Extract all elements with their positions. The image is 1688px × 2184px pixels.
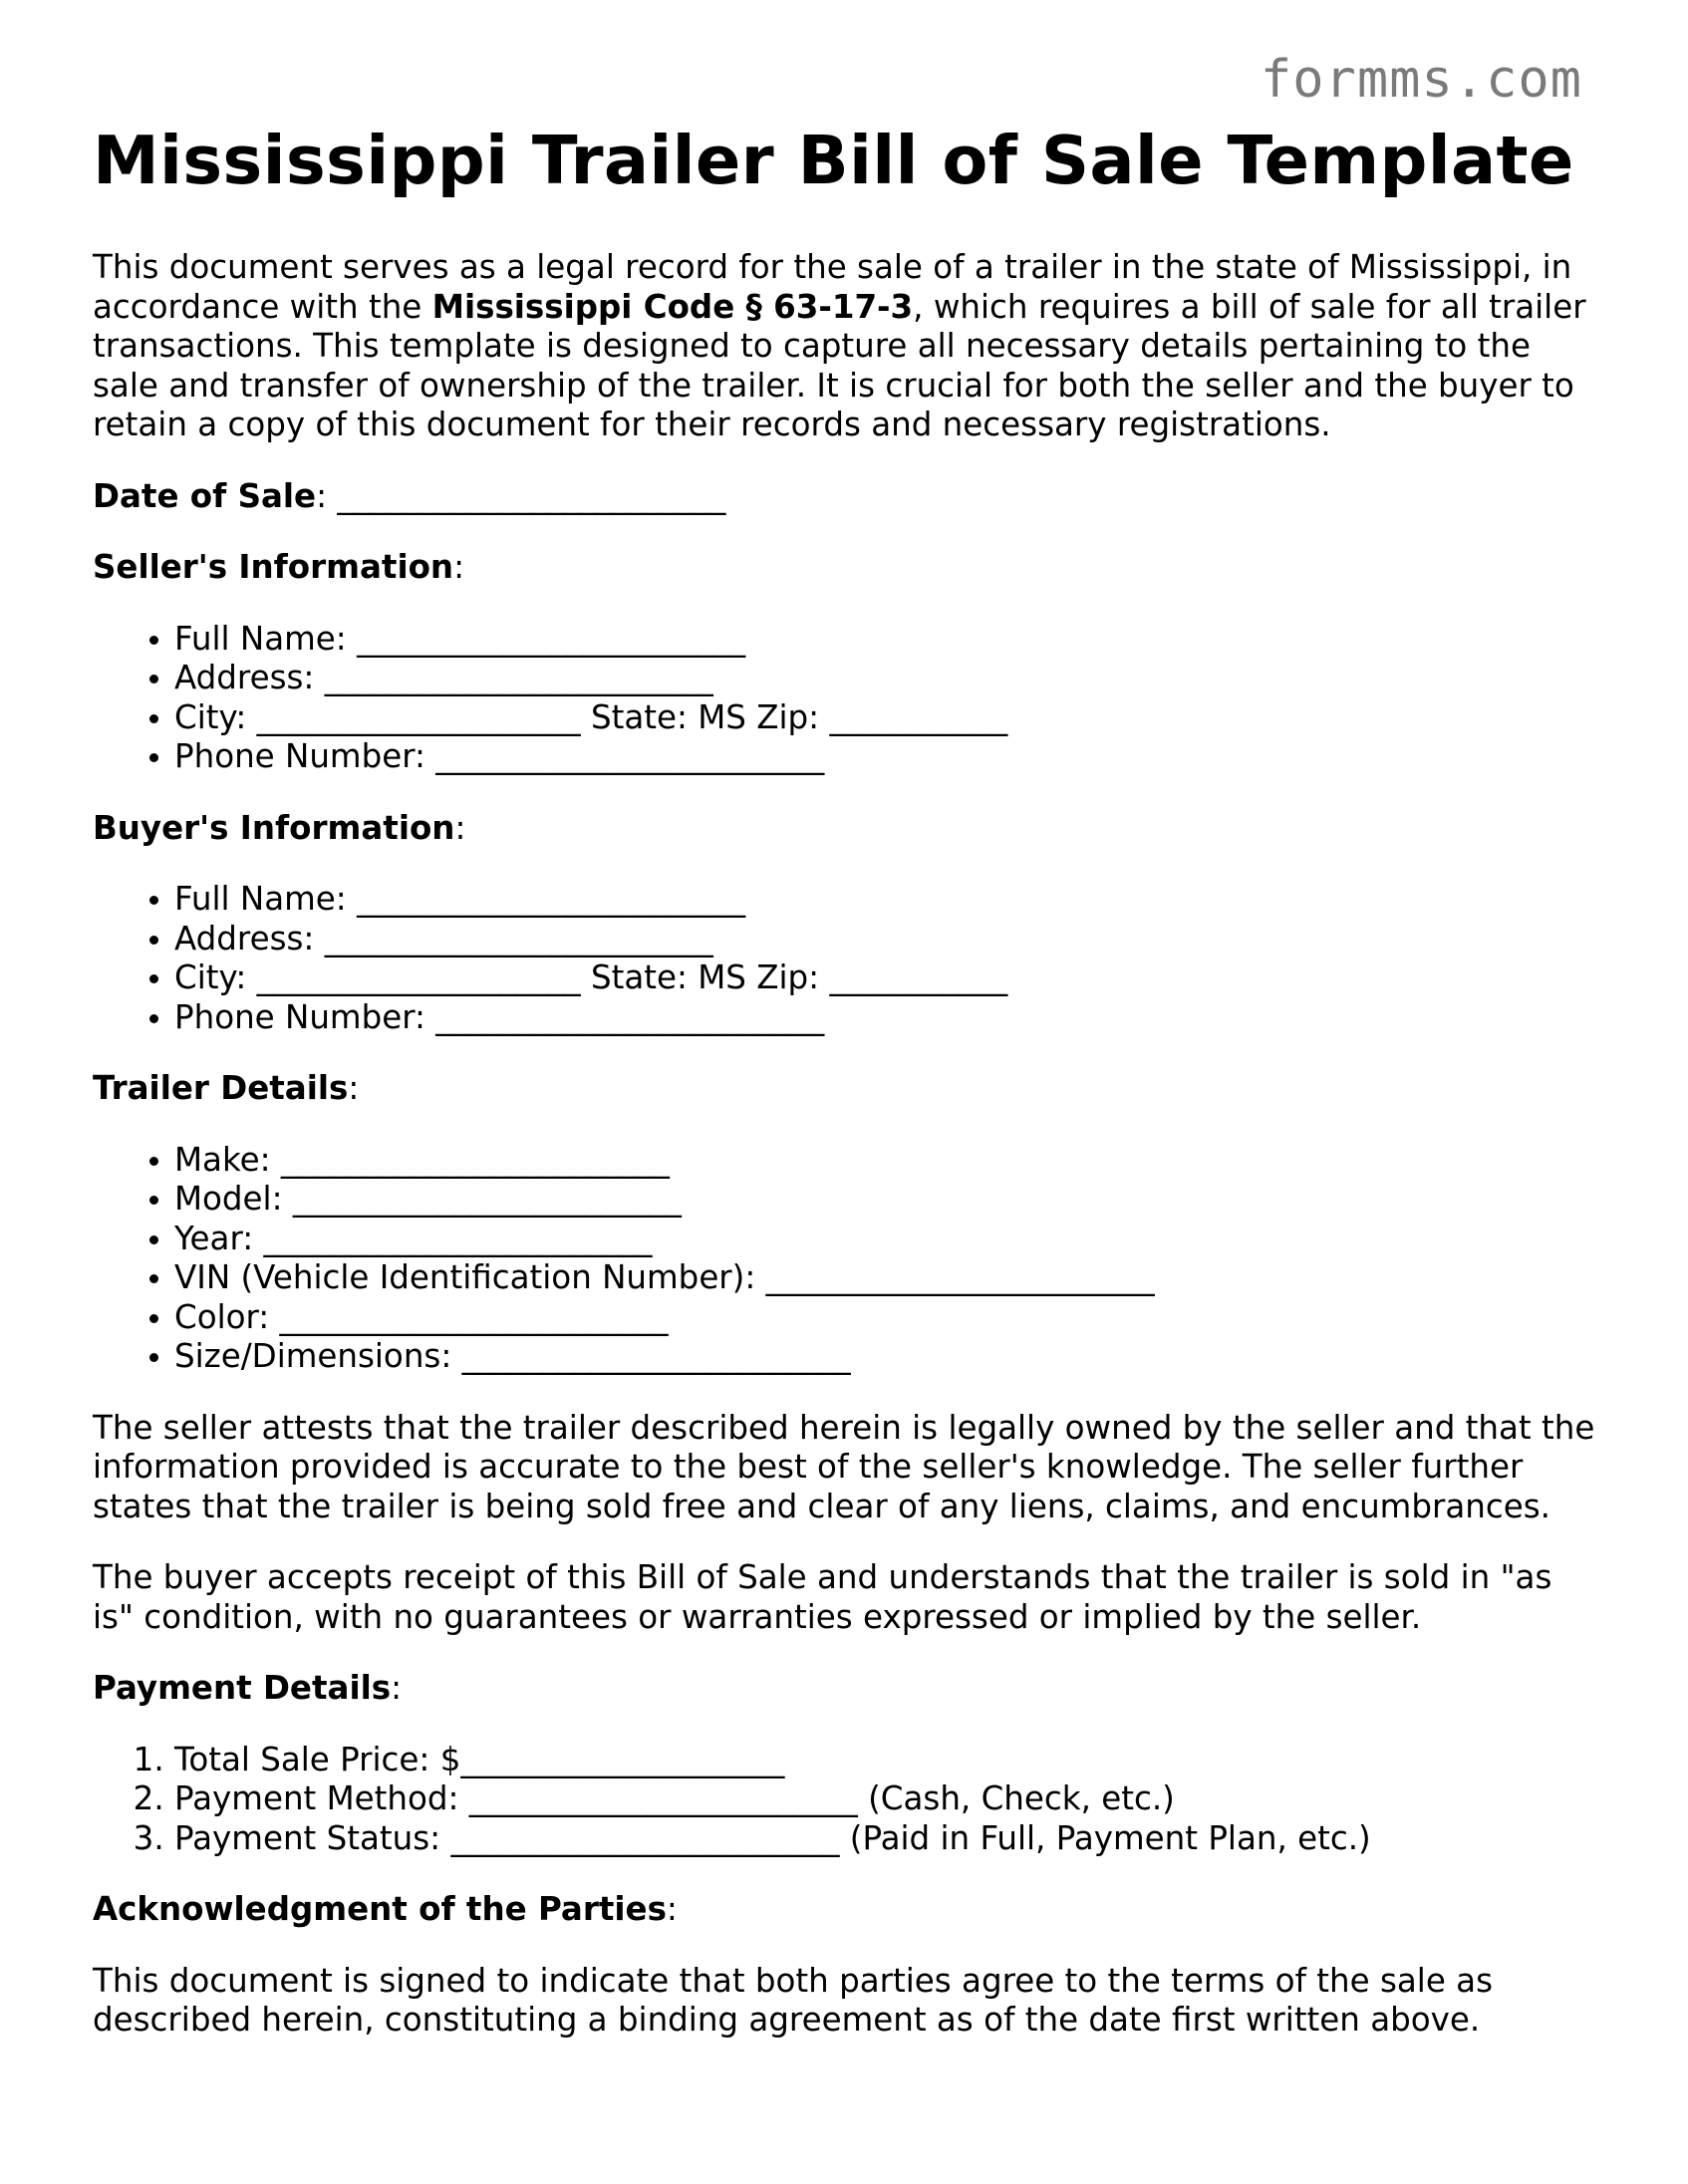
seller-full-name-field[interactable]: • Full Name: ________________________ [174, 620, 1597, 660]
date-of-sale-line [93, 477, 1597, 517]
payment-heading [93, 1669, 1597, 1709]
seller-heading-label: Seller's Information [93, 548, 454, 586]
buyer-acceptance-paragraph: The buyer accepts receipt of this Bill of Sale and understands that the trailer is sold in "as is" condition, with no guarantees or warranties expressed or implied by the seller. [93, 1558, 1552, 1636]
seller-heading-colon: : [453, 548, 465, 586]
buyer-city-state-zip-field[interactable]: • City: ____________________ State: MS Zip: ___________ [174, 958, 1597, 998]
trailer-list [93, 1141, 1597, 1377]
date-of-sale-field[interactable]: : ________________________ [316, 476, 726, 515]
seller-address-field[interactable]: • Address: ________________________ [174, 659, 1597, 698]
payment-status-field[interactable]: 3. Payment Status: ________________________ (Paid in Full, Payment Plan, etc.) [174, 1819, 1597, 1859]
trailer-year-field[interactable]: • Year: ________________________ [174, 1220, 1597, 1259]
trailer-heading-label: Trailer Details [93, 1069, 349, 1107]
buyer-address-field[interactable]: • Address: ________________________ [174, 920, 1597, 959]
trailer-vin-field[interactable]: • VIN (Vehicle Identification Number): ________________________ [174, 1258, 1597, 1298]
buyer-heading [93, 809, 1597, 849]
intro-paragraph [93, 248, 1597, 445]
document-page [93, 118, 1597, 2041]
acknowledgment-heading-label: Acknowledgment of the Parties [93, 1890, 667, 1928]
buyer-list [93, 880, 1597, 1037]
trailer-color-field[interactable]: • Color: ________________________ [174, 1298, 1597, 1338]
page-title: Mississippi Trailer Bill of Sale Template [93, 122, 1574, 199]
seller-heading [93, 548, 1597, 588]
trailer-make-field[interactable]: • Make: ________________________ [174, 1141, 1597, 1181]
buyer-phone-field[interactable]: • Phone Number: ________________________ [174, 998, 1597, 1038]
payment-method-field[interactable]: 2. Payment Method: ________________________ (Cash, Check, etc.) [174, 1779, 1597, 1819]
acknowledgment-paragraph: This document is signed to indicate that both parties agree to the terms of the sale as described herein, constituting a binding agreement as of the date first written above. [93, 1961, 1494, 2039]
date-of-sale-label: Date of Sale [93, 476, 317, 515]
trailer-heading [93, 1069, 1597, 1109]
seller-list [93, 620, 1597, 777]
acknowledgment-heading [93, 1890, 1597, 1930]
trailer-heading-colon: : [348, 1069, 360, 1107]
buyer-full-name-field[interactable]: • Full Name: ________________________ [174, 880, 1597, 920]
buyer-heading-label: Buyer's Information [93, 808, 455, 847]
intro-text-2: , which requires a bill of sale for all trailer transactions. This template is designed to capture all necessary details pertaining to the sale and transfer of ownership of the trailer. It is crucial for both the seller and the buyer to retain a copy of this document for their records and necessary registrations. [93, 287, 1586, 443]
payment-list [93, 1741, 1597, 1859]
acknowledgment-heading-colon: : [666, 1890, 678, 1928]
code-reference: Mississippi Code § 63-17-3 [431, 287, 914, 326]
intro-text-1: This document serves as a legal record for the sale of a trailer in the state of Mississippi, in accordance with the [93, 248, 1572, 326]
payment-price-field[interactable]: 1. Total Sale Price: $____________________ [174, 1741, 1597, 1780]
buyer-heading-colon: : [454, 808, 466, 847]
trailer-model-field[interactable]: • Model: ________________________ [174, 1180, 1597, 1220]
seller-city-state-zip-field[interactable]: • City: ____________________ State: MS Zip: ___________ [174, 698, 1597, 738]
payment-heading-label: Payment Details [93, 1669, 392, 1707]
trailer-size-field[interactable]: • Size/Dimensions: ________________________ [174, 1337, 1597, 1377]
seller-phone-field[interactable]: • Phone Number: ________________________ [174, 737, 1597, 777]
payment-heading-colon: : [391, 1669, 403, 1707]
watermark: formms.com [1260, 50, 1582, 110]
seller-attestation-paragraph: The seller attests that the trailer described herein is legally owned by the seller and that the information provided is accurate to the best of the seller's knowledge. The seller further states that the trailer is being sold free and clear of any liens, claims, and encumbrances. [93, 1408, 1595, 1525]
